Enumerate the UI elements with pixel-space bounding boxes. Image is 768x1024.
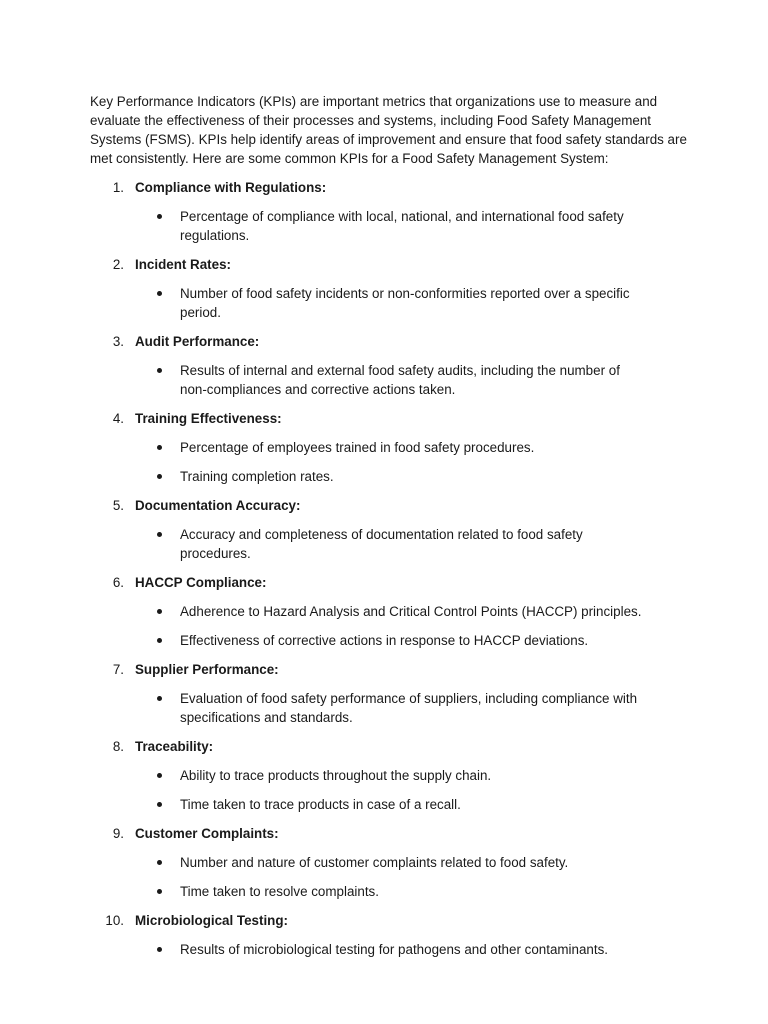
kpi-bullet bbox=[90, 853, 650, 872]
kpi-bullet-text: Ability to trace products throughout the supply chain. bbox=[180, 768, 492, 783]
kpi-item bbox=[90, 178, 690, 245]
kpi-item bbox=[90, 911, 690, 959]
kpi-title: Incident Rates: bbox=[135, 257, 231, 272]
kpi-number: 2. bbox=[112, 257, 124, 272]
kpi-heading bbox=[90, 255, 690, 274]
kpi-bullet bbox=[90, 882, 650, 901]
kpi-number: 3. bbox=[112, 334, 124, 349]
kpi-heading bbox=[90, 737, 690, 756]
kpi-heading bbox=[90, 911, 690, 930]
kpi-title: Customer Complaints: bbox=[135, 826, 279, 841]
kpi-bullet-list bbox=[90, 438, 690, 486]
kpi-bullet-text: Accuracy and completeness of documentation related to food safety procedures. bbox=[180, 527, 583, 561]
kpi-bullet-list bbox=[90, 207, 690, 245]
kpi-item bbox=[90, 496, 690, 563]
bullet-dot-icon bbox=[157, 609, 162, 614]
bullet-dot-icon bbox=[157, 860, 162, 865]
bullet-dot-icon bbox=[157, 947, 162, 952]
kpi-heading bbox=[90, 660, 690, 679]
kpi-bullet-list bbox=[90, 602, 690, 650]
kpi-bullet-list bbox=[90, 361, 690, 399]
kpi-title: HACCP Compliance: bbox=[135, 575, 267, 590]
bullet-dot-icon bbox=[157, 368, 162, 373]
kpi-bullet bbox=[90, 689, 650, 727]
bullet-dot-icon bbox=[157, 889, 162, 894]
kpi-bullet bbox=[90, 467, 650, 486]
kpi-item bbox=[90, 255, 690, 322]
bullet-dot-icon bbox=[157, 638, 162, 643]
kpi-bullet-text: Results of microbiological testing for pathogens and other contaminants. bbox=[180, 942, 608, 957]
kpi-number: 5. bbox=[112, 498, 124, 513]
kpi-bullet bbox=[90, 284, 650, 322]
kpi-bullet bbox=[90, 940, 650, 959]
kpi-bullet bbox=[90, 766, 650, 785]
kpi-title: Documentation Accuracy: bbox=[135, 498, 301, 513]
kpi-bullet bbox=[90, 525, 650, 563]
kpi-bullet-text: Time taken to resolve complaints. bbox=[180, 884, 379, 899]
kpi-heading bbox=[90, 824, 690, 843]
kpi-number: 4. bbox=[112, 411, 124, 426]
kpi-bullet-text: Effectiveness of corrective actions in response to HACCP deviations. bbox=[180, 633, 589, 648]
kpi-title: Compliance with Regulations: bbox=[135, 180, 327, 195]
kpi-bullet bbox=[90, 361, 650, 399]
kpi-bullet-text: Adherence to Hazard Analysis and Critical Control Points (HACCP) principles. bbox=[180, 604, 642, 619]
bullet-dot-icon bbox=[157, 291, 162, 296]
kpi-bullet-text: Number and nature of customer complaints related to food safety. bbox=[180, 855, 569, 870]
kpi-bullet-list bbox=[90, 689, 690, 727]
bullet-dot-icon bbox=[157, 445, 162, 450]
kpi-title: Supplier Performance: bbox=[135, 662, 279, 677]
bullet-dot-icon bbox=[157, 696, 162, 701]
kpi-list bbox=[90, 178, 690, 959]
kpi-bullet-list bbox=[90, 853, 690, 901]
kpi-number: 10. bbox=[105, 913, 124, 928]
bullet-dot-icon bbox=[157, 802, 162, 807]
kpi-item bbox=[90, 573, 690, 650]
kpi-bullet-text: Percentage of compliance with local, national, and international food safety regulations. bbox=[180, 209, 624, 243]
kpi-title: Microbiological Testing: bbox=[135, 913, 289, 928]
kpi-item bbox=[90, 409, 690, 486]
kpi-number: 9. bbox=[112, 826, 124, 841]
kpi-bullet-list bbox=[90, 525, 690, 563]
bullet-dot-icon bbox=[157, 532, 162, 537]
kpi-number: 6. bbox=[112, 575, 124, 590]
kpi-bullet-text: Time taken to trace products in case of a recall. bbox=[180, 797, 461, 812]
kpi-title: Audit Performance: bbox=[135, 334, 260, 349]
kpi-bullet-list bbox=[90, 940, 690, 959]
bullet-dot-icon bbox=[157, 214, 162, 219]
kpi-bullet-text: Evaluation of food safety performance of suppliers, including compliance with specifications and standards. bbox=[180, 691, 638, 725]
kpi-bullet bbox=[90, 795, 650, 814]
kpi-bullet-text: Percentage of employees trained in food safety procedures. bbox=[180, 440, 535, 455]
kpi-heading bbox=[90, 332, 690, 351]
kpi-bullet-text: Results of internal and external food safety audits, including the number of non-compliances and corrective actions taken. bbox=[180, 363, 620, 397]
kpi-number: 8. bbox=[112, 739, 124, 754]
kpi-bullet bbox=[90, 631, 650, 650]
kpi-heading bbox=[90, 409, 690, 428]
kpi-bullet-text: Number of food safety incidents or non-conformities reported over a specific period. bbox=[180, 286, 630, 320]
kpi-item bbox=[90, 824, 690, 901]
kpi-item bbox=[90, 332, 690, 399]
kpi-title: Traceability: bbox=[135, 739, 214, 754]
kpi-bullet bbox=[90, 207, 650, 245]
kpi-heading bbox=[90, 178, 690, 197]
kpi-bullet bbox=[90, 602, 650, 621]
bullet-dot-icon bbox=[157, 773, 162, 778]
kpi-bullet-list bbox=[90, 766, 690, 814]
kpi-heading bbox=[90, 496, 690, 515]
kpi-title: Training Effectiveness: bbox=[135, 411, 282, 426]
intro-paragraph: Key Performance Indicators (KPIs) are important metrics that organizations use to measure and evaluate the effectiveness of their processes and systems, including Food Safety Management Systems (FSMS). KPIs help identify areas of improvement and ensure that food safety standards are met consistently. Here are some common KPIs for a Food Safety Management System: bbox=[90, 94, 687, 166]
kpi-bullet-text: Training completion rates. bbox=[180, 469, 334, 484]
kpi-bullet bbox=[90, 438, 650, 457]
kpi-number: 1. bbox=[112, 180, 124, 195]
kpi-item bbox=[90, 737, 690, 814]
kpi-number: 7. bbox=[112, 662, 124, 677]
kpi-item bbox=[90, 660, 690, 727]
document-page bbox=[90, 92, 690, 959]
kpi-heading bbox=[90, 573, 690, 592]
kpi-bullet-list bbox=[90, 284, 690, 322]
bullet-dot-icon bbox=[157, 474, 162, 479]
